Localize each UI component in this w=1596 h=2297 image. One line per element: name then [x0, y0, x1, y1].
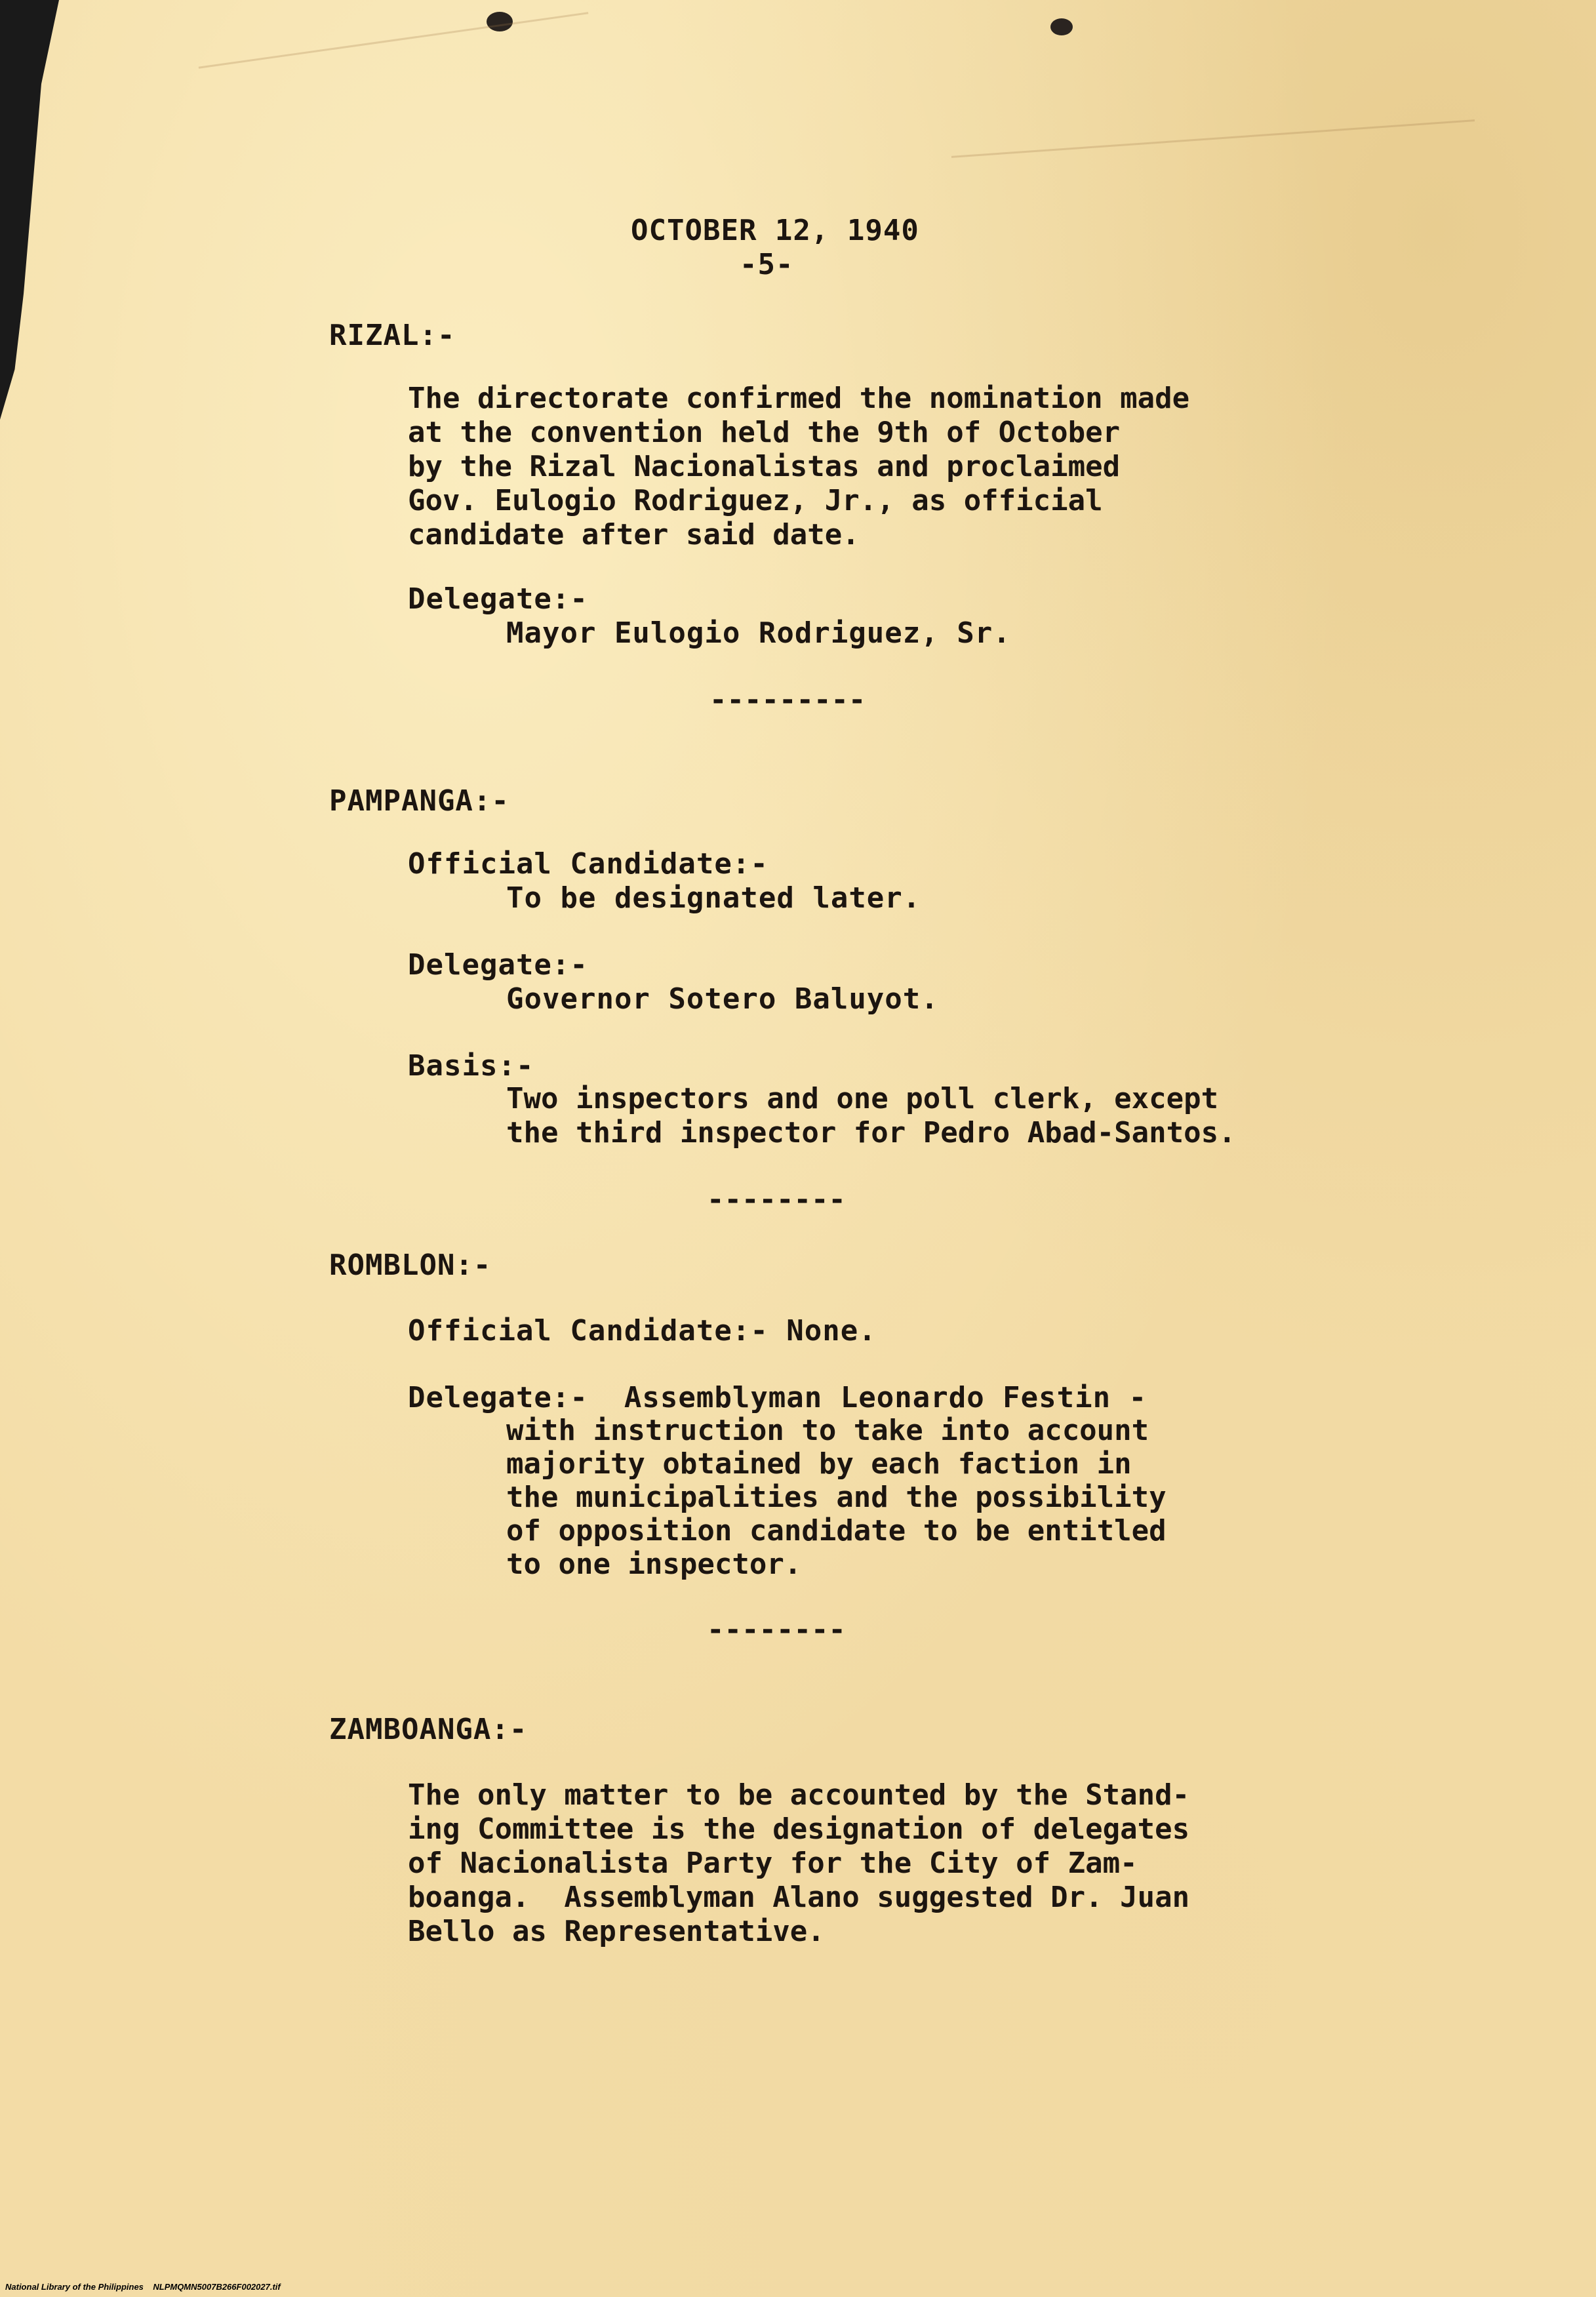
pampanga-basis-line: the third inspector for Pedro Abad-Santos.	[506, 1116, 1236, 1149]
punch-hole	[487, 12, 513, 31]
section-separator: --------	[707, 1183, 846, 1216]
rizal-paragraph-line: The directorate confirmed the nomination made	[408, 382, 1190, 415]
pampanga-delegate-label: Delegate:-	[408, 948, 588, 982]
romblon-delegate-detail-line: to one inspector.	[506, 1548, 802, 1581]
torn-paper-edge	[0, 0, 59, 420]
section-separator: --------	[707, 1613, 846, 1647]
rizal-heading: RIZAL:-	[329, 319, 456, 352]
zamboanga-heading: ZAMBOANGA:-	[329, 1713, 528, 1746]
rizal-paragraph-line: by the Rizal Nacionalistas and proclaimed	[408, 450, 1121, 483]
zamboanga-paragraph-line: The only matter to be accounted by the Stand-	[408, 1778, 1190, 1812]
zamboanga-paragraph-line: Bello as Representative.	[408, 1915, 825, 1948]
zamboanga-paragraph-line: ing Committee is the designation of delegates	[408, 1812, 1190, 1846]
rizal-delegate-label: Delegate:-	[408, 582, 588, 616]
zamboanga-paragraph-line: boanga. Assemblyman Alano suggested Dr. Juan	[408, 1881, 1190, 1914]
page-number: -5-	[740, 248, 794, 281]
pampanga-heading: PAMPANGA:-	[329, 784, 509, 818]
rizal-paragraph-line: at the convention held the 9th of October	[408, 416, 1121, 449]
pampanga-basis-label: Basis:-	[408, 1049, 534, 1083]
punch-hole	[1050, 18, 1073, 35]
rizal-delegate-value: Mayor Eulogio Rodriguez, Sr.	[506, 616, 1011, 650]
romblon-delegate-detail-line: with instruction to take into account	[506, 1414, 1149, 1447]
romblon-delegate-detail-line: of opposition candidate to be entitled	[506, 1514, 1167, 1548]
document-date: OCTOBER 12, 1940	[631, 214, 919, 247]
romblon-heading: ROMBLON:-	[329, 1248, 492, 1282]
section-separator: ---------	[709, 683, 866, 717]
paper-crease	[951, 119, 1475, 158]
pampanga-official-value: To be designated later.	[506, 881, 921, 915]
rizal-paragraph-line: Gov. Eulogio Rodriguez, Jr., as official	[408, 484, 1103, 517]
pampanga-delegate-value: Governor Sotero Baluyot.	[506, 982, 939, 1016]
romblon-delegate-detail-line: the municipalities and the possibility	[506, 1481, 1167, 1514]
paper-crease	[199, 12, 589, 68]
pampanga-official-label: Official Candidate:-	[408, 847, 768, 881]
romblon-delegate-detail-line: majority obtained by each faction in	[506, 1447, 1132, 1481]
pampanga-basis-line: Two inspectors and one poll clerk, except	[506, 1082, 1219, 1115]
romblon-delegate-line: Delegate:- Assemblyman Leonardo Festin -	[408, 1381, 1147, 1414]
romblon-official-line: Official Candidate:- None.	[408, 1314, 877, 1348]
rizal-paragraph-line: candidate after said date.	[408, 518, 860, 551]
archive-footer: National Library of the Philippines NLPMQMN5007B266F002027.tif	[5, 2282, 281, 2292]
zamboanga-paragraph-line: of Nacionalista Party for the City of Zam-	[408, 1847, 1138, 1880]
